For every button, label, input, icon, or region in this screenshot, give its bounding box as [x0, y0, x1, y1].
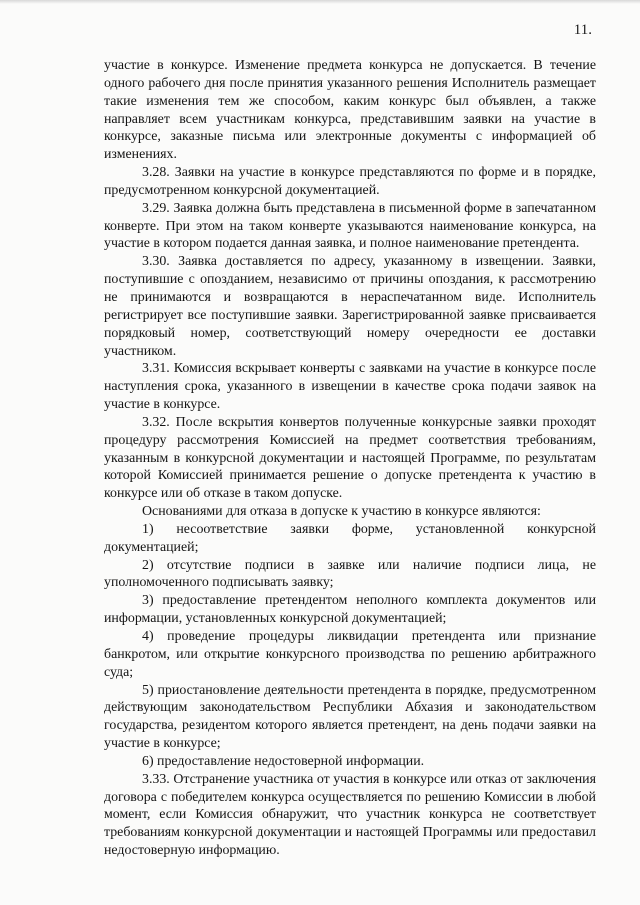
list-item-3: 3) предоставление претендентом неполного комплекта документов или информации, установленных конкурсной документацией;: [104, 593, 596, 627]
list-item-4: 4) проведение процедуры ликвидации претендента или признание банкротом, или открытие конкурсного производства по решению арбитражного суда;: [104, 629, 596, 680]
list-item-1: 1) несоответствие заявки форме, установленной конкурсной документацией;: [104, 521, 596, 555]
paragraph-3-32: 3.32. После вскрытия конвертов полученные конкурсные заявки проходят процедуру рассмотрения Комиссией на предмет соответствия требованиям, указанным в конкурсной документации и настоящей Программе, по результатам которой Комиссией принимается решение о допуске претендента к участию в конкурсе или об отказе в таком допуске.: [104, 414, 596, 502]
paragraph-continuation: участие в конкурсе. Изменение предмета конкурса не допускается. В течение одного рабочего дня после принятия указанного решения Исполнитель размещает такие изменения тем же способом, каким конкурс был объявлен, а также направляет всем участникам конкурса, представившим заявки на участие в конкурсе, заказные письма или электронные документы с информацией об изменениях.: [104, 58, 596, 163]
page-number: 11.: [573, 22, 592, 38]
list-item-6: 6) предоставление недостоверной информации.: [142, 753, 425, 769]
document-body: [104, 57, 596, 860]
list-item-5: 5) приостановление деятельности претендента в порядке, предусмотренном действующим законодательством Республики Абхазия и законодательством государства, резидентом которого является претендент, на день подачи заявки на участие в конкурсе;: [104, 682, 596, 752]
paragraph-3-29: 3.29. Заявка должна быть представлена в письменной форме в запечатанном конверте. При этом на таком конверте указываются наименование конкурса, на участие в котором подается данная заявка, и полное наименование претендента.: [104, 200, 596, 252]
paragraph-3-30: 3.30. Заявка доставляется по адресу, указанному в извещении. Заявки, поступившие с опозданием, независимо от причины опоздания, к рассмотрению не принимаются и возвращаются в нераспечатанном виде. Исполнитель регистрирует все поступившие заявки. Зарегистрированной заявке присваивается порядковый номер, соответствующий номеру очередности ее доставки участником.: [104, 254, 596, 359]
list-item-2: 2) отсутствие подписи в заявке или наличие подписи лица, не уполномоченного подписывать заявку;: [104, 557, 596, 591]
paragraph-3-33: 3.33. Отстранение участника от участия в конкурсе или отказ от заключения договора с победителем конкурса осуществляется по решению Комиссии в любой момент, если Комиссия обнаружит, что участник конкурса не соответствует требованиям конкурсной документации и настоящей Программы или предоставил недостоверную информацию.: [104, 771, 596, 859]
paragraph-3-28: 3.28. Заявки на участие в конкурсе представляются по форме и в порядке, предусмотренном конкурсной документацией.: [104, 165, 596, 198]
paragraph-3-31: 3.31. Комиссия вскрывает конверты с заявками на участие в конкурсе после наступления срока, указанного в извещении в качестве срока подачи заявок на участие в конкурсе.: [104, 361, 596, 413]
grounds-for-refusal-intro: Основаниями для отказа в допуске к участию в конкурсе являются:: [142, 504, 541, 520]
scan-edge-shadow: [0, 0, 640, 4]
